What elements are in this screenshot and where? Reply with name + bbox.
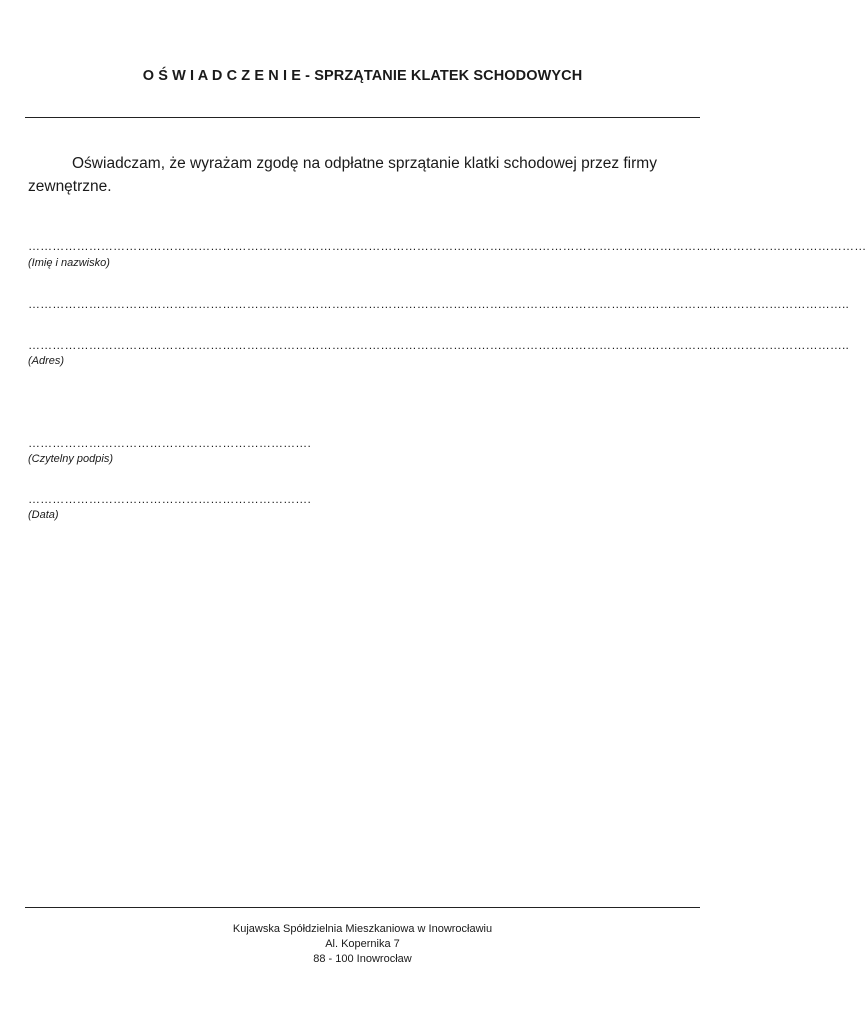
address-fill-line-1: ………………………………………………………………………………………………………………………………………………………………………………….. [28, 297, 850, 311]
header-divider [25, 117, 700, 118]
statement-text: Oświadczam, że wyrażam zgodę na odpłatne sprzątanie klatki schodowej przez firmy zewnętrzne. [28, 155, 657, 195]
footer-organization: Kujawska Spółdzielnia Mieszkaniowa w Inowrocławiu [232, 923, 493, 935]
name-fill-line: ……………………………………………………………………………………………………………………………………………………………………………………… [28, 239, 866, 253]
footer-street: Al. Kopernika 7 [325, 938, 400, 950]
footer [0, 922, 725, 967]
name-label: (Imię i nazwisko) [28, 257, 110, 269]
signature-label: (Czytelny podpis) [28, 453, 113, 465]
address-fill-line-2: ………………………………………………………………………………………………………………………………………………………………………………….. [28, 338, 850, 352]
document-title: O Ś W I A D C Z E N I E - SPRZĄTANIE KLATEK SCHODOWYCH [142, 68, 583, 84]
date-fill-line: ……………………………………………………………. [28, 492, 311, 506]
date-label: (Data) [28, 509, 59, 521]
footer-postal-city: 88 - 100 Inowrocław [313, 953, 412, 965]
address-label: (Adres) [28, 355, 65, 367]
footer-divider [25, 907, 700, 908]
signature-fill-line: ……………………………………………………………. [28, 436, 311, 450]
